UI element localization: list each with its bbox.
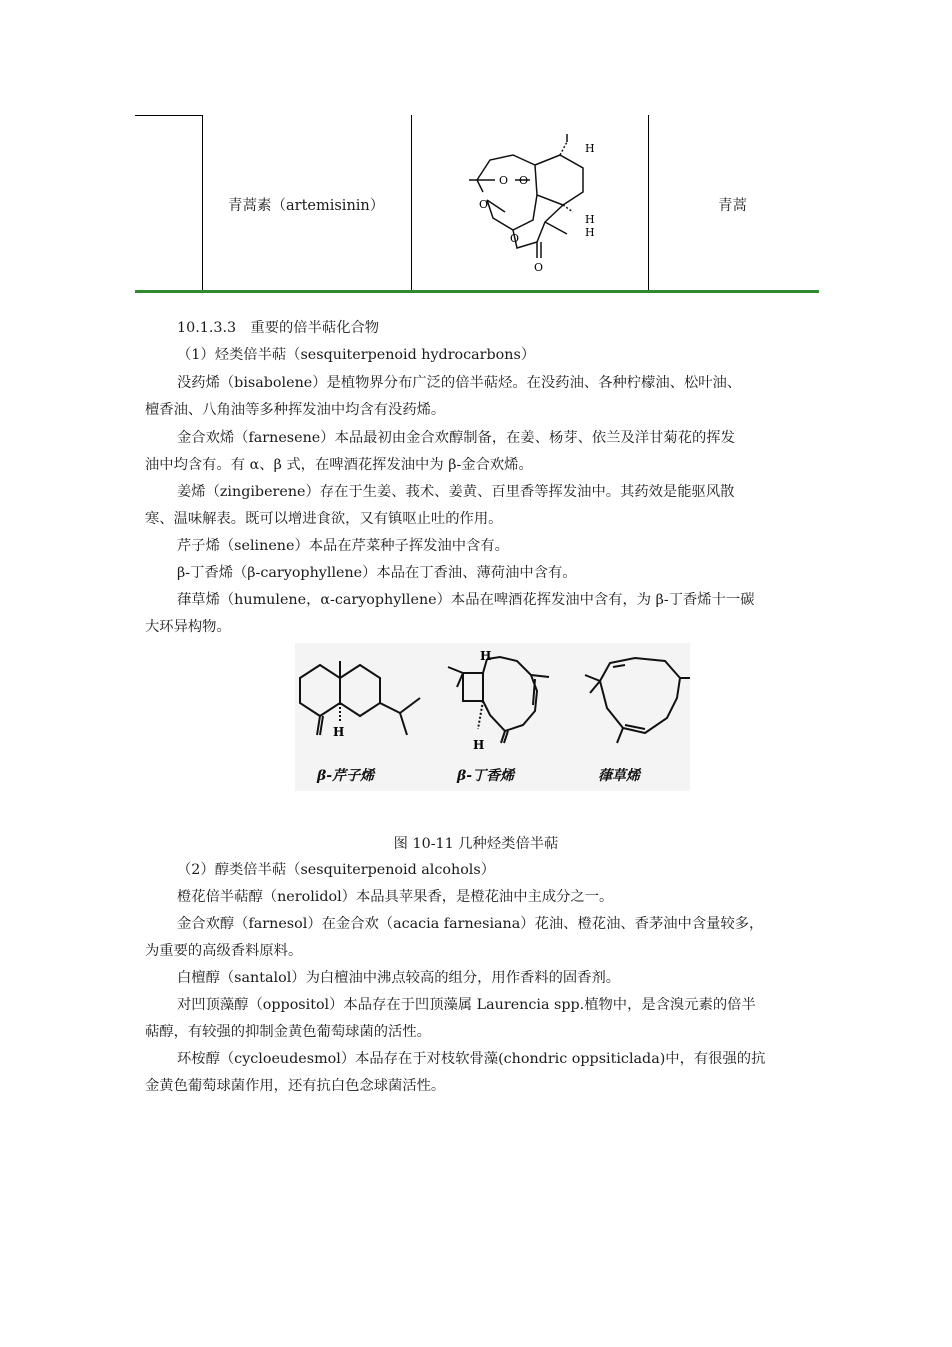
paragraph-line: 姜烯（zingiberene）存在于生姜、莪术、姜黄、百里香等挥发油中。其药效是能驱风散 xyxy=(177,484,735,500)
figure-label-humulene: 葎草烯 xyxy=(598,768,640,784)
peroxide-oxygen-atom: O xyxy=(499,174,509,187)
hydrocarbon-sesquiterpene-figure xyxy=(295,643,690,791)
hydrogen-atom: H xyxy=(480,649,492,663)
lactone-oxygen-atom: O xyxy=(510,232,520,245)
paragraph-line: 环桉醇（cycloeudesmol）本品存在于对枝软骨藻(chondric oppsiticlada)中，有很强的抗 xyxy=(177,1051,766,1067)
paragraph-line: 芹子烯（selinene）本品在芹菜种子挥发油中含有。 xyxy=(177,538,509,554)
paragraph-line: 寒、温味解表。既可以增进食欲，又有镇呕止吐的作用。 xyxy=(145,511,503,527)
carbonyl-oxygen-atom: O xyxy=(534,261,544,274)
ring-oxygen-atom: O xyxy=(479,198,489,211)
table-bottom-border xyxy=(135,290,819,293)
paragraph-line: 葎草烯（humulene，α-caryophyllene）本品在啤酒花挥发油中含有，为 β-丁香烯十一碳 xyxy=(177,592,755,608)
table-divider xyxy=(648,115,649,291)
paragraph-line: 橙花倍半萜醇（nerolidol）本品具苹果香，是橙花油中主成分之一。 xyxy=(177,889,614,905)
compound-name-cell: 青蒿素（artemisinin） xyxy=(228,198,385,214)
paragraph-line: 金合欢醇（farnesol）在金合欢（acacia farnesiana）花油、橙花油、香茅油中含量较多， xyxy=(177,916,764,932)
hydrogen-atom: H xyxy=(585,142,595,155)
paragraph-line: 萜醇，有较强的抑制金黄色葡萄球菌的活性。 xyxy=(145,1024,431,1040)
artemisinin-structure xyxy=(455,130,605,280)
paragraph-line: 没药烯（bisabolene）是植物界分布广泛的倍半萜烃。在没药油、各种柠檬油、松叶油、 xyxy=(177,375,742,391)
table-divider xyxy=(202,115,203,291)
paragraph-line: 檀香油、八角油等多种挥发油中均含有没药烯。 xyxy=(145,402,446,418)
figure-caption: 图 10-11 几种烃类倍半萜 xyxy=(393,836,559,852)
paragraph-line: β-丁香烯（β-caryophyllene）本品在丁香油、薄荷油中含有。 xyxy=(177,565,577,581)
table-top-border xyxy=(135,115,203,116)
paragraph-line: 金合欢烯（farnesene）本品最初由金合欢醇制备，在姜、杨芽、依兰及洋甘菊花的挥发 xyxy=(177,430,735,446)
peroxide-oxygen-atom: O xyxy=(519,174,529,187)
hydrogen-atom: H xyxy=(473,738,485,752)
plant-source-cell: 青蒿 xyxy=(718,198,747,214)
subsection-heading: （1）烃类倍半萜（sesquiterpenoid hydrocarbons） xyxy=(177,347,536,363)
hydrogen-atom: H xyxy=(585,213,595,226)
figure-label-caryophyllene: β-丁香烯 xyxy=(457,768,515,784)
figure-label-selinene: β-芹子烯 xyxy=(317,768,375,784)
subsection-heading: （2）醇类倍半萜（sesquiterpenoid alcohols） xyxy=(177,862,496,878)
table-divider xyxy=(411,115,412,291)
hydrogen-atom: H xyxy=(585,226,595,239)
paragraph-line: 为重要的高级香料原料。 xyxy=(145,943,303,959)
paragraph-line: 白檀醇（santalol）为白檀油中沸点较高的组分，用作香料的固香剂。 xyxy=(177,970,621,986)
section-heading: 10.1.3.3 重要的倍半萜化合物 xyxy=(177,320,380,336)
paragraph-line: 大环异构物。 xyxy=(145,619,231,635)
hydrogen-atom: H xyxy=(333,725,345,739)
paragraph-line: 油中均含有。有 α、β 式，在啤酒花挥发油中为 β-金合欢烯。 xyxy=(145,457,533,473)
paragraph-line: 对凹顶藻醇（oppositol）本品存在于凹顶藻属 Laurencia spp.植物中，是含溴元素的倍半 xyxy=(177,997,756,1013)
paragraph-line: 金黄色葡萄球菌作用，还有抗白色念球菌活性。 xyxy=(145,1078,446,1094)
